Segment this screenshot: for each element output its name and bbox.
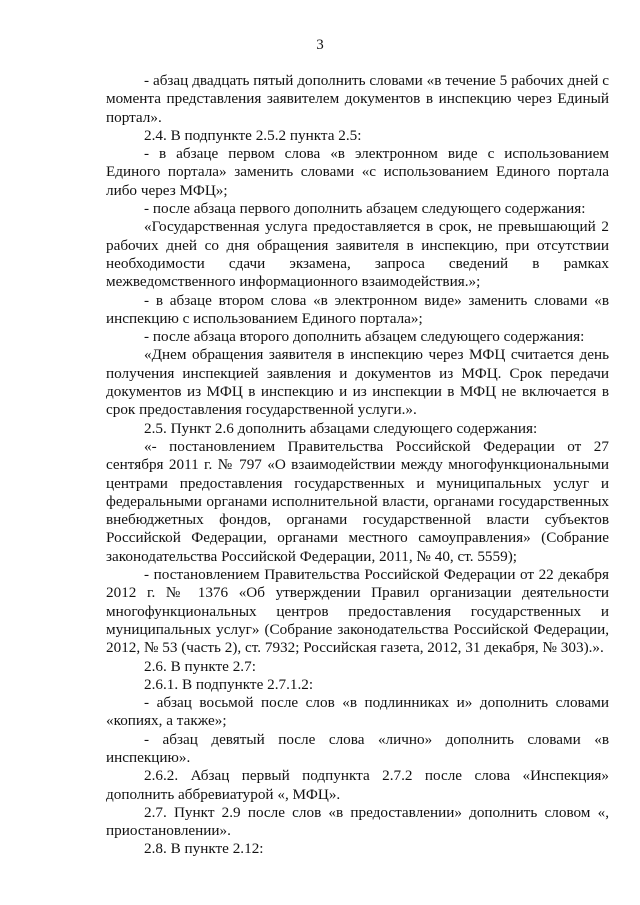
paragraph-17: 2.7. Пункт 2.9 после слов «в предоставлении» дополнить словом «, приостановлении». <box>106 803 609 840</box>
document-body <box>106 72 609 859</box>
paragraph-15: - абзац девятый после слова «лично» дополнить словами «в инспекцию». <box>106 730 609 766</box>
paragraph-14: - абзац восьмой после слов «в подлинниках и» дополнить словами «копиях, а также»; <box>106 694 609 730</box>
paragraph-16: 2.6.2. Абзац первый подпункта 2.7.2 после слова «Инспекция» дополнить аббревиатурой «, МФЦ». <box>106 767 609 803</box>
paragraph-3: - в абзаце первом слова «в электронном виде с использованием Единого портала» заменить словами «с использованием Единого портала либо через МФЦ»; <box>106 145 609 199</box>
paragraph-1: - абзац двадцать пятый дополнить словами «в течение 5 рабочих дней с момента представления заявителем документов в инспекцию через Единый портал». <box>106 72 609 126</box>
paragraph-10: «- постановлением Правительства Российской Федерации от 27 сентября 2011 г. № 797 «О взаимодействии между многофункциональными центрами предоставления государственных и муниципальных услуг и федеральными органами исполнительной власти, органами государственных внебюджетных фондов, органами государственной власти субъектов Российской Федерации, органами местного самоуправления» (Собрание законодательства Российской Федерации, 2011, № 40, ст. 5559); <box>106 437 609 565</box>
paragraph-2: 2.4. В подпункте 2.5.2 пункта 2.5: <box>144 126 362 144</box>
paragraph-9: 2.5. Пункт 2.6 дополнить абзацами следующего содержания: <box>144 419 538 437</box>
paragraph-18: 2.8. В пункте 2.12: <box>144 840 264 858</box>
paragraph-4: - после абзаца первого дополнить абзацем следующего содержания: <box>144 200 586 218</box>
page-number: 3 <box>316 37 324 53</box>
paragraph-11: - постановлением Правительства Российской Федерации от 22 декабря 2012 г. № 1376 «Об утверждении Правил организации деятельности многофункциональных центров предоставления государственных и муниципальных услуг» (Собрание законодательства Российской Федерации, 2012, № 53 (часть 2), ст. 7932; Российская газета, 2012, 31 декабря, № 303).». <box>106 566 609 657</box>
paragraph-6: - в абзаце втором слова «в электронном виде» заменить словами «в инспекцию с использованием Единого портала»; <box>106 291 609 327</box>
paragraph-7: - после абзаца второго дополнить абзацем следующего содержания: <box>144 328 585 346</box>
paragraph-12: 2.6. В пункте 2.7: <box>144 657 256 675</box>
paragraph-5: «Государственная услуга предоставляется в срок, не превышающий 2 рабочих дней со дня обращения заявителя в инспекцию, при отсутствии необходимости сдачи экзамена, запроса сведений в рамках межведомственного информационного взаимодействия.»; <box>106 218 609 291</box>
paragraph-13: 2.6.1. В подпункте 2.7.1.2: <box>144 675 314 693</box>
paragraph-8: «Днем обращения заявителя в инспекцию через МФЦ считается день получения инспекцией заявления и документов из МФЦ. Срок передачи документов из МФЦ в инспекцию и из инспекции в МФЦ не включается в срок предоставления государственной услуги.». <box>106 346 609 419</box>
